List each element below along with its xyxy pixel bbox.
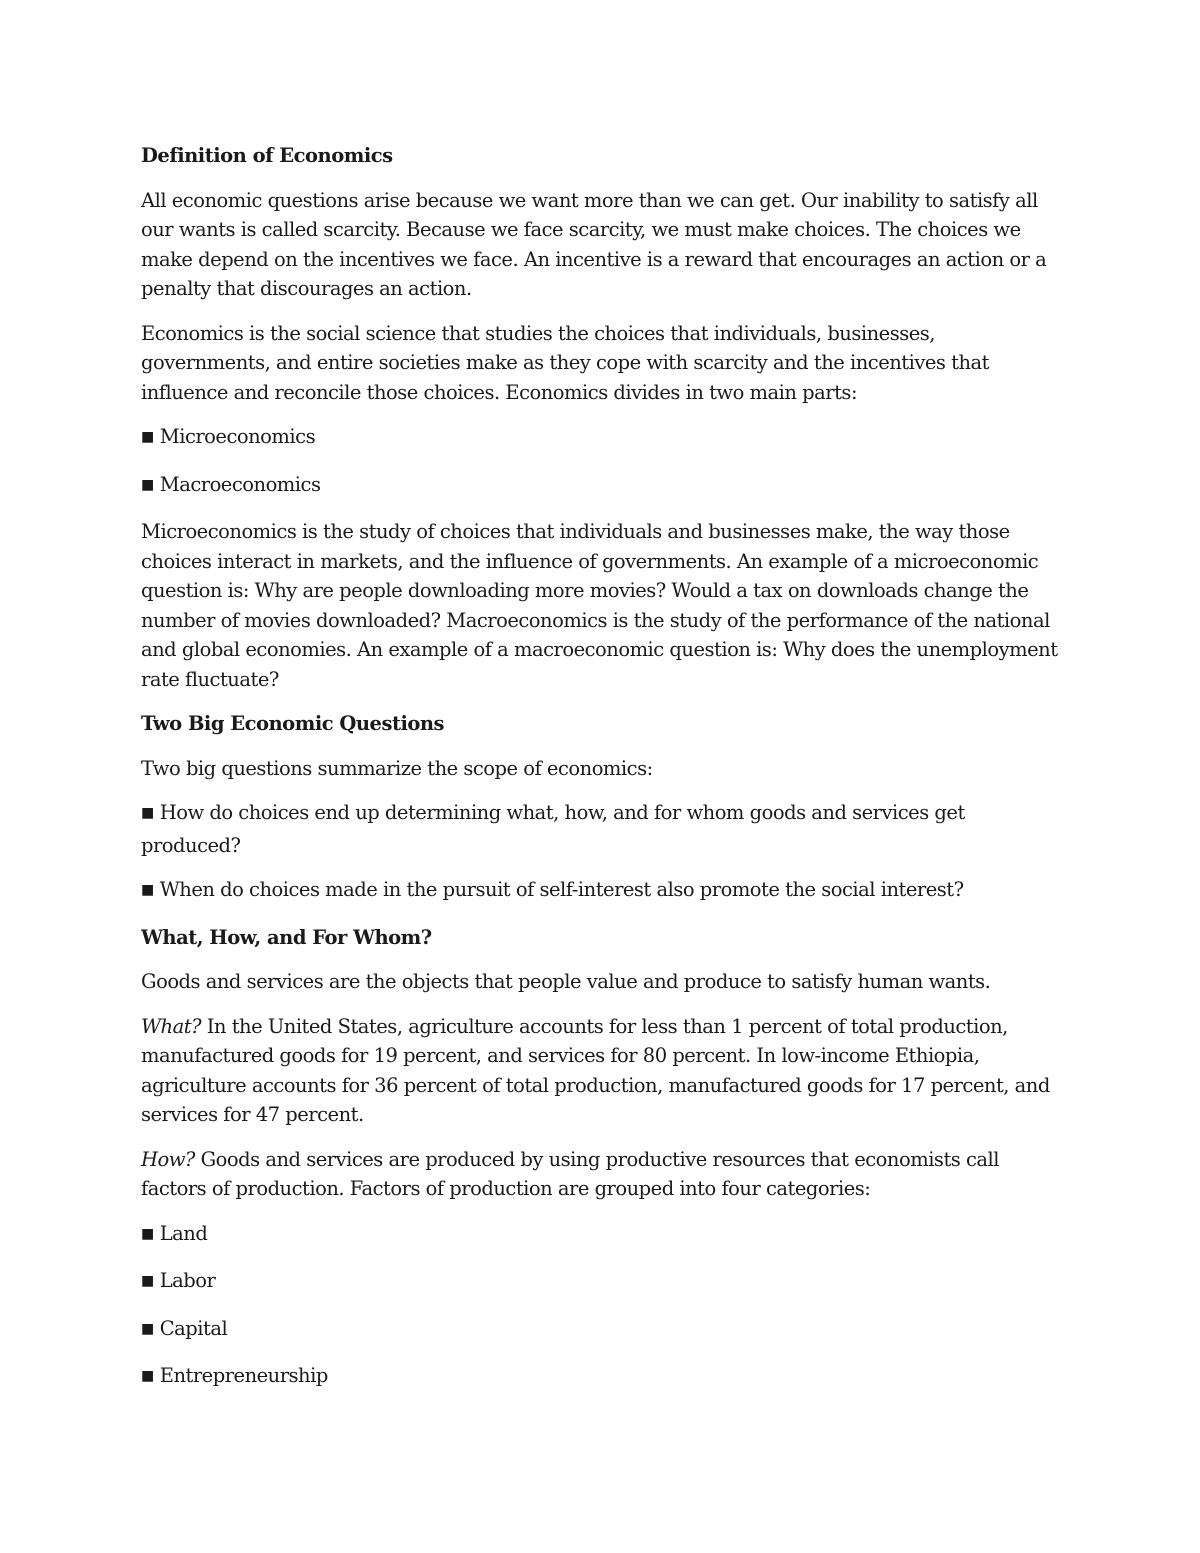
paragraph-what xyxy=(141,1012,1061,1130)
paragraph-scarcity: All economic questions arise because we want more than we can get. Our inability to satisfy all our wants is called scarcity. Because we face scarcity, we must make choices. The choices we make depend on the incentives we face. An incentive is a reward that encourages an action or a penalty that discourages an action. xyxy=(141,188,1047,300)
bullet-microeconomics xyxy=(141,422,1061,455)
paragraph-micro-macro: Microeconomics is the study of choices that individuals and businesses make, the way those choices interact in markets, and the influence of governments. An example of a microeconomic question is: Why are people downloading more movies? Would a tax on downloads change the number of movies downloaded? Macroeconomics is the study of the performance of the national and global economies. An example of a macroeconomic question is: Why does the unemployment rate fluctuate? xyxy=(141,520,1058,691)
bullet-labor xyxy=(141,1266,1061,1299)
bullet-text: Capital xyxy=(159,1316,228,1340)
bullet-land xyxy=(141,1219,1061,1252)
paragraph-how xyxy=(141,1145,1061,1204)
paragraph-two-big-intro: Two big questions summarize the scope of economics: xyxy=(141,756,653,780)
bullet-text: Entrepreneurship xyxy=(159,1364,328,1387)
how-text: Goods and services are produced by using productive resources that economists call factors of production. Factors of production are grouped into four categories: xyxy=(141,1147,999,1200)
bullet-text: Microeconomics xyxy=(159,425,316,448)
heading-what-how-for-whom: What, How, and For Whom? xyxy=(141,925,432,949)
paragraph-economics-definition: Economics is the social science that studies the choices that individuals, businesses, governments, and entire societies make as they cope with scarcity and the incentives that influence and reconcile those choices. Economics divides in two main parts: xyxy=(141,321,989,404)
bullet-macroeconomics xyxy=(141,470,1061,503)
bullet-question-2 xyxy=(141,875,1061,908)
bullet-text: Macroeconomics xyxy=(159,472,321,496)
bullet-capital xyxy=(141,1314,1061,1347)
bullet-text: Land xyxy=(159,1221,208,1245)
paragraph-goods-services: Goods and services are the objects that people value and produce to satisfy human wants. xyxy=(141,970,991,993)
bullet-entrepreneurship xyxy=(141,1361,1061,1394)
document-page xyxy=(141,141,1061,1409)
bullet-text: How do choices end up determining what, how, and for whom goods and services get produced? xyxy=(141,801,965,857)
heading-two-big-questions: Two Big Economic Questions xyxy=(141,712,445,735)
heading-definition-of-economics: Definition of Economics xyxy=(141,144,393,167)
bullet-text: Labor xyxy=(159,1269,216,1292)
what-text: In the United States, agriculture accounts for less than 1 percent of total production, manufactured goods for 19 percent, and services for 80 percent. In low-income Ethiopia, agriculture accounts for 36 percent of total production, manufactured goods for 17 percent, and services for 47 percent. xyxy=(141,1014,1050,1126)
bullet-question-1 xyxy=(141,798,1061,860)
bullet-text: When do choices made in the pursuit of self-interest also promote the social interest? xyxy=(159,878,964,901)
label-what: What? xyxy=(141,1014,202,1038)
label-how: How? xyxy=(141,1147,195,1171)
